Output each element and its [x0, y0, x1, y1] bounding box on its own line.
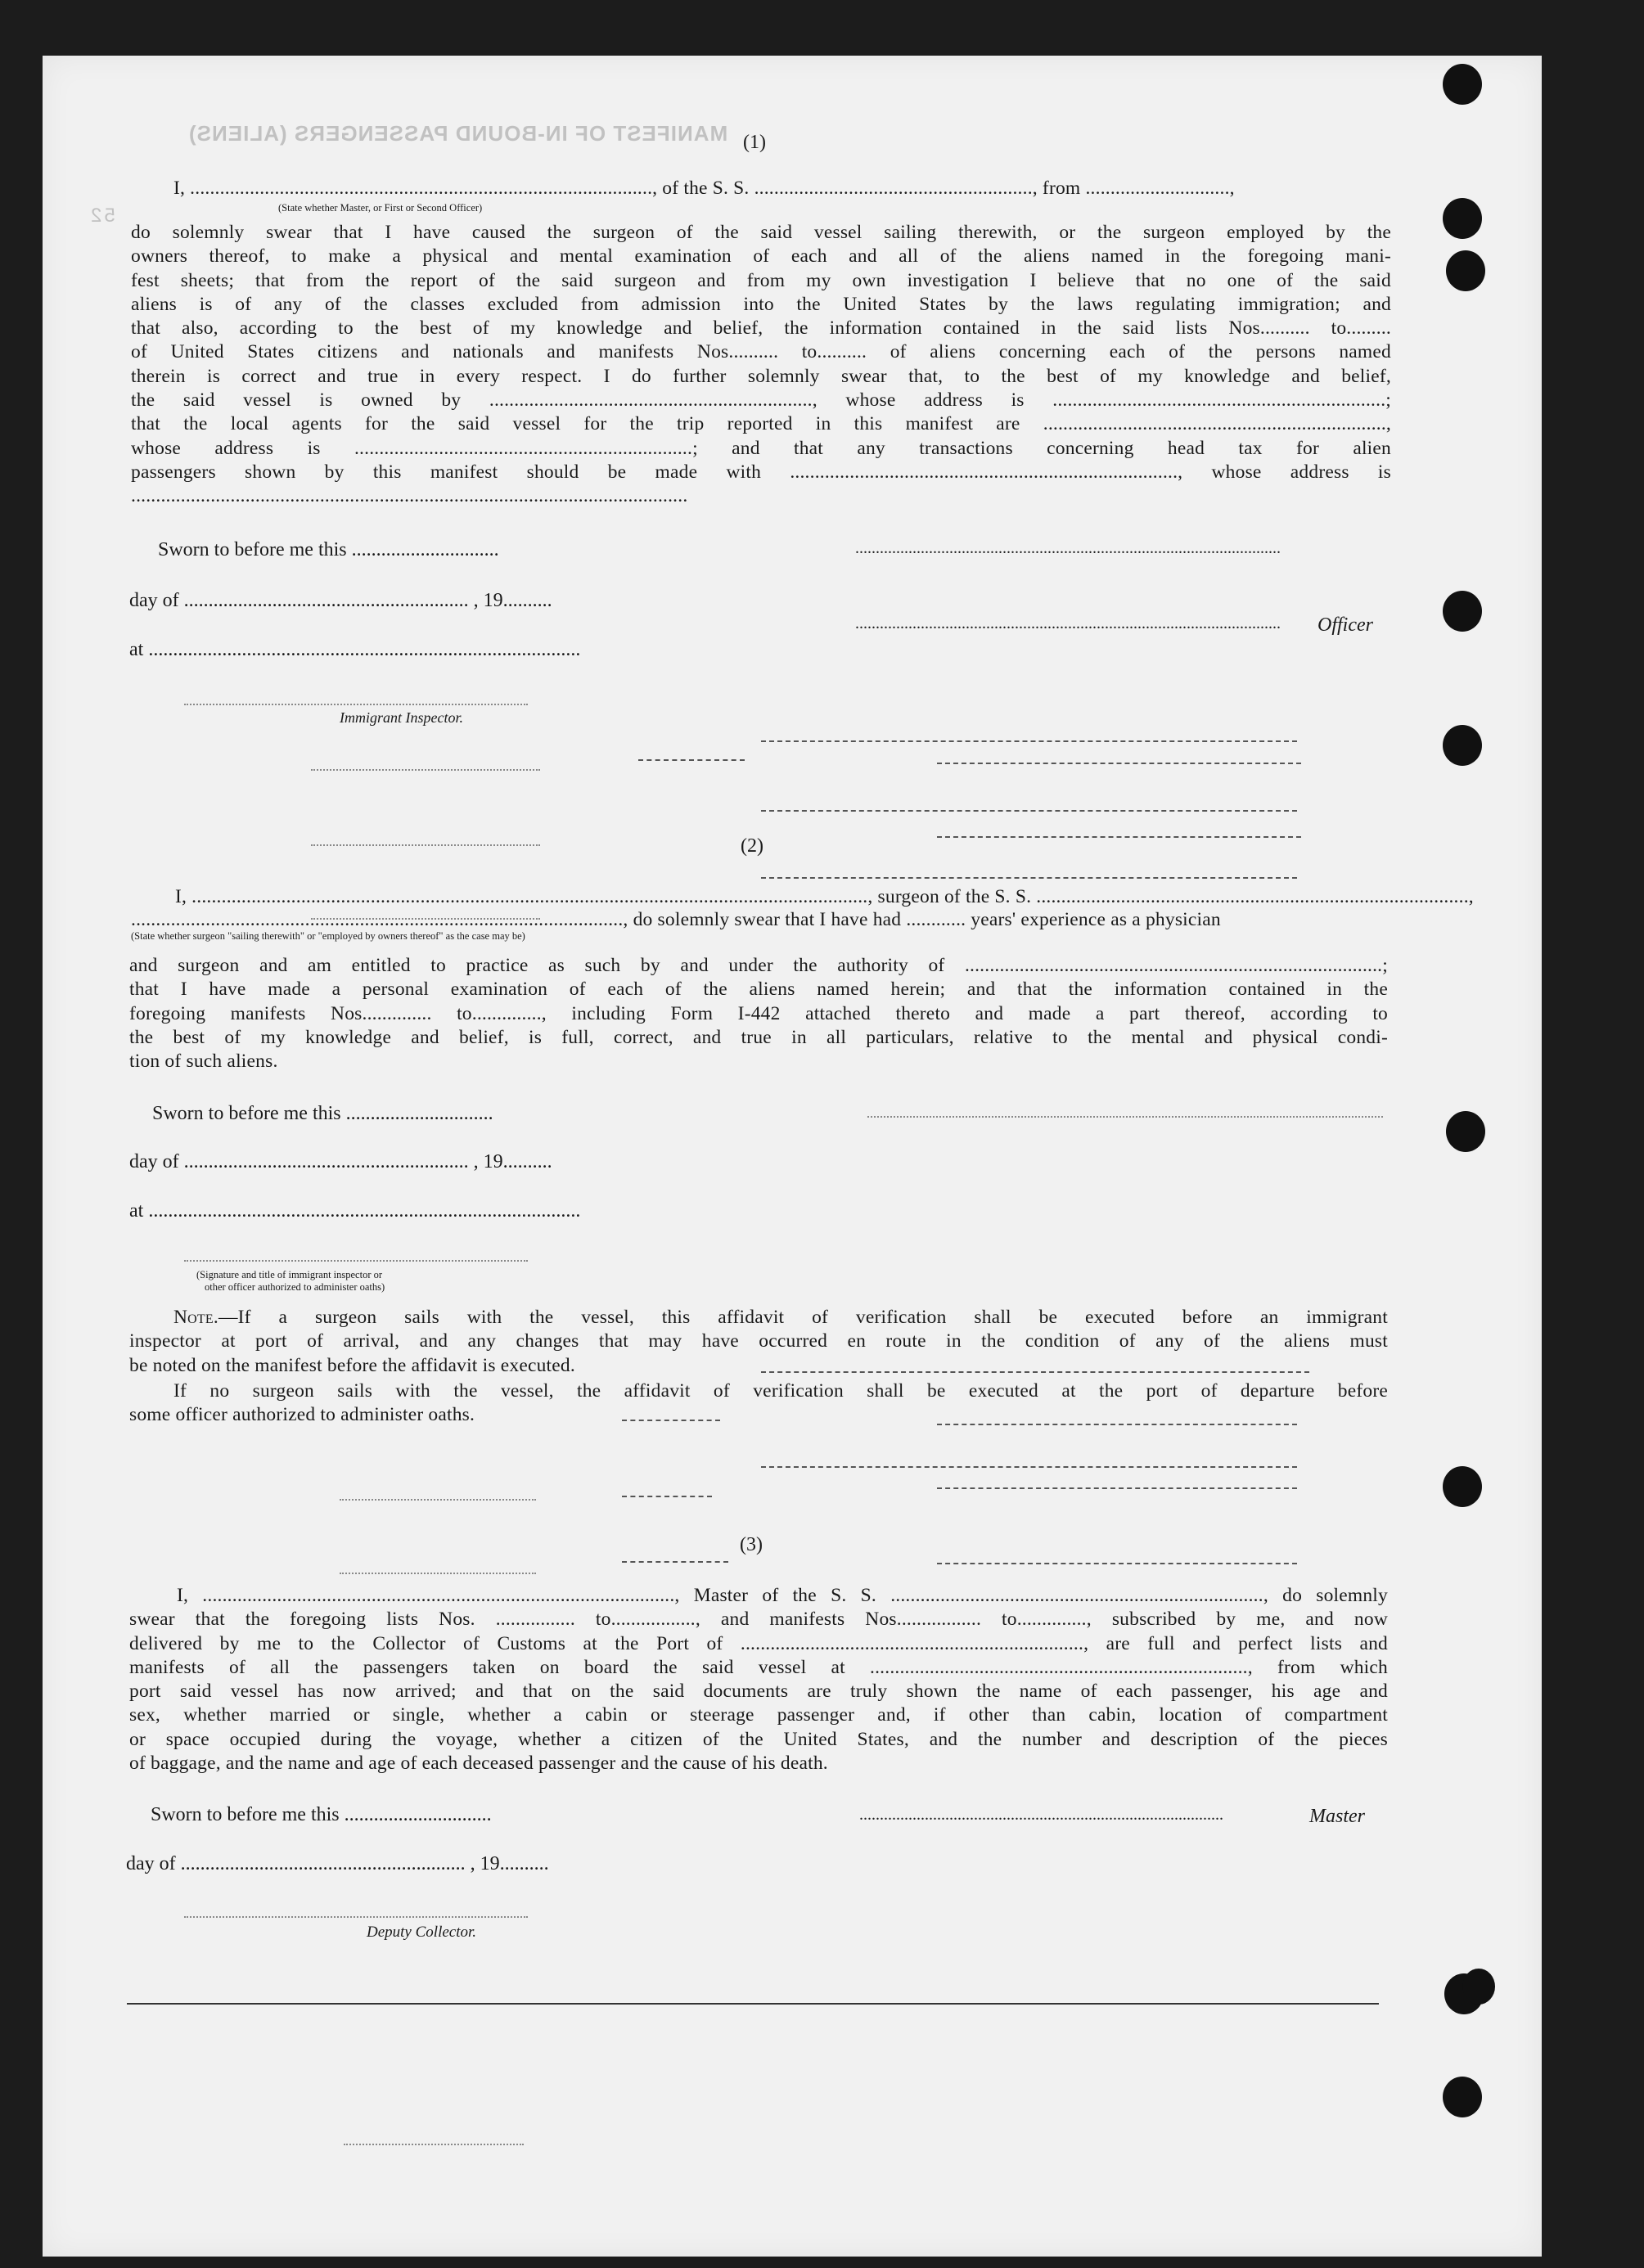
binder-hole — [1446, 1111, 1485, 1152]
section-2-note-second: If no surgeon sails with the vessel, the affidavit of verification shall be executed at the port of departure before some officer authorized to administer oaths. — [129, 1380, 1388, 1426]
section-2-first-line: I, ........................................................................................................................................, surgeon of the S. S. ......................................................................................., — [175, 886, 1474, 907]
section-1-day-line: day of .......................................................... , 19.......... — [129, 590, 552, 611]
section-1-officer-signature-line: ........................................................................................................ — [855, 614, 1281, 632]
ghost-mark — [937, 836, 1301, 838]
section-2-signature-caption-2: other officer authorized to administer oaths) — [205, 1281, 385, 1293]
binder-hole — [1446, 250, 1485, 291]
section-1-oath-paragraph: do solemnly swear that I have caused the surgeon of the said vessel sailing therewith, or the surgeon employed by the owners thereof, to make a physical and mental examination of each and all of the aliens named in the foregoing mani- fest sheets; that from the report of the said surgeon and from my own investigation I believe that no one of the said aliens is of any of the classes excluded from admission into the United States by the laws regulating immigration; and that also, according to the best of my knowledge and belief, the information contained in the said lists Nos.......... to......... of United States citizens and nationals and manifests Nos.......... to.......... of aliens concerning each of the persons named therein is correct and true in every respect. I do further solemnly swear that, to the best of my knowledge and belief, the said vessel is owned by ................................................................., whose address is ...................................................................; that the local agents for the said vessel for the trip reported in this manifest are ....................................................................., whose address is ....................................................................; and that any transactions concerning head tax for alien passengers shown by this manifest should be made with .............................................................................., whose address is ................................................................................................................ — [131, 222, 1391, 507]
section-1-officer-line: ........................................................................................................ — [855, 539, 1281, 557]
section-1-number: (1) — [743, 132, 766, 153]
section-1-inspector-label: Immigrant Inspector. — [340, 709, 463, 726]
ghost-mark — [622, 1561, 728, 1563]
ghost-mark — [344, 2144, 524, 2145]
section-3-collector-signature-line — [184, 1916, 528, 1918]
ghost-mark — [937, 763, 1301, 764]
section-2-at-line: at ........................................................................................ — [129, 1200, 581, 1222]
ghost-mark — [340, 1573, 536, 1574]
ghost-mark — [761, 810, 1297, 812]
ghost-mark — [937, 1487, 1297, 1489]
binder-hole — [1462, 1969, 1495, 2005]
section-1-at-line: at ........................................................................................ — [129, 639, 581, 660]
ghost-mark — [340, 1499, 536, 1501]
bleed-through-heading: MANIFEST OF IN-BOUND PASSENGERS (ALIENS) — [188, 121, 728, 146]
ghost-mark — [311, 844, 540, 846]
section-2-inspector-signature-line — [184, 1260, 528, 1262]
ghost-mark — [761, 740, 1297, 742]
section-2-signature-caption-1: (Signature and title of immigrant inspector or — [196, 1269, 383, 1280]
section-2-number: (2) — [741, 835, 763, 857]
section-3-number: (3) — [740, 1534, 763, 1555]
ghost-mark — [761, 877, 1297, 879]
ghost-mark — [622, 1496, 712, 1497]
binder-hole — [1443, 198, 1482, 239]
binder-hole — [1443, 591, 1482, 632]
bottom-rule — [127, 2003, 1379, 2005]
ghost-mark — [937, 1563, 1297, 1564]
ghost-mark — [761, 1466, 1297, 1468]
section-1-officer-label: Officer — [1317, 614, 1373, 636]
binder-hole — [1443, 1466, 1482, 1507]
section-2-note: Note.—If a surgeon sails with the vessel, this affidavit of verification shall be executed before an immigrant inspector at port of arrival, and any changes that may have occurred en route in the condition of any of the aliens must be noted on the manifest before the affidavit is executed. — [129, 1307, 1388, 1376]
section-1-sworn-line: Sworn to before me this .............................. — [158, 539, 499, 560]
section-3-master-label: Master — [1309, 1806, 1365, 1827]
section-2-signature-line — [867, 1116, 1383, 1118]
section-1-caption: (State whether Master, or First or Second Officer) — [278, 202, 483, 214]
bleed-through-number: 52 — [88, 205, 115, 227]
section-3-collector-label: Deputy Collector. — [367, 1924, 477, 1941]
section-2-caption: (State whether surgeon "sailing therewith" or "employed by owners thereof" as the case may be) — [131, 930, 525, 942]
section-3-oath-paragraph: I, ..............................................................................................., Master of the S. S. ..........................................................................., do solemnly swear that the foregoing lists Nos. ................ to................., and manifests Nos................. to.............., subscribed by me, and now delivered by me to the Collector of Customs at the Port of ....................................................................., are full and perfect lists and manifests of all the passengers taken on board the said vessel at ............................................................................, from which port said vessel has now arrived; and that on the said documents are truly shown the name of each passenger, his age and sex, whether married or single, whether a cabin or steerage passenger and, if other than cabin, location of compartment or space occupied during the voyage, whether a citizen of the United States, and the number and description of the pieces of baggage, and the name and age of each deceased passenger and the cause of his death. — [129, 1585, 1388, 1775]
section-1-inspector-signature-line — [184, 704, 528, 705]
section-3-sworn-line: Sworn to before me this .............................. — [151, 1804, 492, 1825]
section-2-sworn-line: Sworn to before me this .............................. — [152, 1103, 493, 1124]
binder-hole — [1443, 725, 1482, 766]
ghost-mark — [638, 759, 745, 761]
section-3-day-line: day of .......................................................... , 19.......... — [126, 1853, 549, 1874]
section-2-second-line: ..................................................................................................., do solemnly swear that I have had ............ years' experience as a physician — [131, 909, 1221, 930]
section-2-day-line: day of .......................................................... , 19.......... — [129, 1151, 552, 1172]
ghost-mark — [311, 769, 540, 771]
section-3-master-line: ......................................................................................... — [859, 1806, 1223, 1824]
binder-hole — [1443, 2077, 1482, 2117]
section-2-oath-paragraph: and surgeon and am entitled to practice as such by and under the authority of ....................................................................................; that I have made a personal examination of each of the aliens named herein; and that the information contained in the foregoing manifests Nos.............. to.............., including Form I-442 attached thereto and made a part thereof, according to the best of my knowledge and belief, is full, correct, and true in all particulars, relative to the mental and physical condi- tion of such aliens. — [129, 955, 1388, 1073]
section-1-first-line: I, ............................................................................................., of the S. S. ........................................................, from ............................., — [173, 178, 1235, 199]
binder-hole — [1443, 64, 1482, 105]
